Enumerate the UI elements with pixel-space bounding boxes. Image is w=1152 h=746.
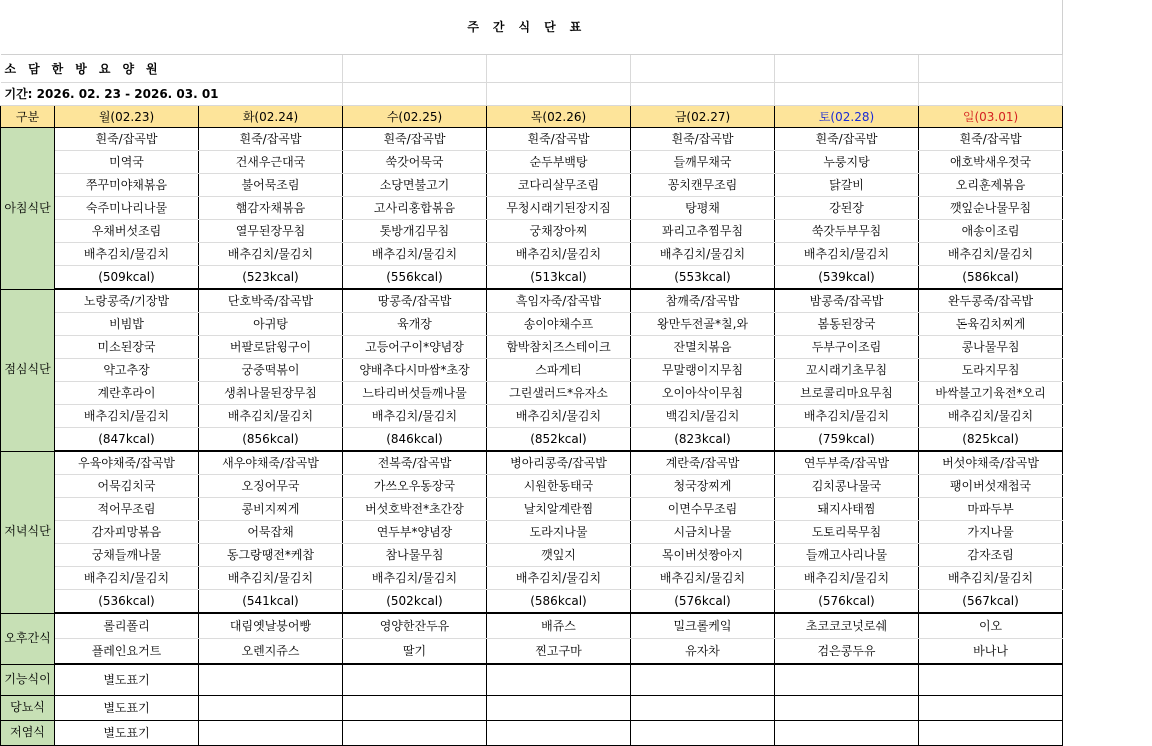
- menu-cell: (513kcal): [487, 266, 631, 290]
- menu-cell: 밤콩죽/잡곡밥: [775, 289, 919, 313]
- menu-cell: 병아리콩죽/잡곡밥: [487, 451, 631, 475]
- menu-cell: 애송이조림: [919, 220, 1063, 243]
- menu-cell: 적어무조림: [55, 498, 199, 521]
- menu-row: [1, 313, 1063, 336]
- menu-cell: 우채버섯조림: [55, 220, 199, 243]
- menu-row: [1, 336, 1063, 359]
- menu-cell: 봄동된장국: [775, 313, 919, 336]
- menu-cell: (586kcal): [487, 590, 631, 614]
- menu-row: [1, 289, 1063, 313]
- menu-cell: 브로콜리마요무침: [775, 382, 919, 405]
- empty-cell: [631, 720, 775, 745]
- empty-cell: [487, 720, 631, 745]
- special-diet-label: 기능식이: [1, 664, 55, 695]
- menu-cell: 깻잎순나물무침: [919, 197, 1063, 220]
- menu-cell: 검은콩두유: [775, 639, 919, 665]
- menu-row: [1, 128, 1063, 151]
- menu-cell: 롤리폴리: [55, 613, 199, 639]
- menu-cell: 왕만두전골*칠,와: [631, 313, 775, 336]
- empty-cell: [343, 720, 487, 745]
- menu-cell: 팽이버섯재첩국: [919, 475, 1063, 498]
- empty-cell: [631, 83, 775, 106]
- menu-cell: 오징어무국: [199, 475, 343, 498]
- empty-cell: [919, 720, 1063, 745]
- menu-cell: (847kcal): [55, 428, 199, 452]
- menu-cell: 우육야채죽/잡곡밥: [55, 451, 199, 475]
- empty-cell: [199, 695, 343, 720]
- menu-cell: (823kcal): [631, 428, 775, 452]
- menu-cell: 이면수무조림: [631, 498, 775, 521]
- menu-cell: 버팔로닭윙구이: [199, 336, 343, 359]
- menu-cell: 숙주미나리나물: [55, 197, 199, 220]
- menu-row: [1, 382, 1063, 405]
- menu-cell: 밀크롤케잌: [631, 613, 775, 639]
- menu-cell: 들깨고사리나물: [775, 544, 919, 567]
- menu-cell: 완두콩죽/잡곡밥: [919, 289, 1063, 313]
- menu-cell: 쭈꾸미야채볶음: [55, 174, 199, 197]
- menu-cell: 꽁치캔무조림: [631, 174, 775, 197]
- menu-cell: 콩비지찌게: [199, 498, 343, 521]
- menu-cell: 송이야채수프: [487, 313, 631, 336]
- empty-cell: [487, 55, 631, 83]
- menu-cell: 궁채들깨나물: [55, 544, 199, 567]
- menu-cell: 노랑콩죽/기장밥: [55, 289, 199, 313]
- menu-cell: 찐고구마: [487, 639, 631, 665]
- menu-cell: 고등어구이*양념장: [343, 336, 487, 359]
- menu-cell: 계란죽/잡곡밥: [631, 451, 775, 475]
- menu-cell: 배추김치/물김치: [919, 405, 1063, 428]
- menu-cell: 영양한잔두유: [343, 613, 487, 639]
- menu-cell: 단호박죽/잡곡밥: [199, 289, 343, 313]
- menu-cell: 배추김치/물김치: [487, 567, 631, 590]
- menu-cell: 동그랑땡전*케찹: [199, 544, 343, 567]
- menu-cell: 생취나물된장무침: [199, 382, 343, 405]
- menu-cell: 흰죽/잡곡밥: [631, 128, 775, 151]
- menu-cell: 코다리살무조림: [487, 174, 631, 197]
- menu-cell: 김치콩나물국: [775, 475, 919, 498]
- menu-cell: 궁채장아찌: [487, 220, 631, 243]
- menu-cell: (539kcal): [775, 266, 919, 290]
- menu-cell: 배추김치/물김치: [55, 243, 199, 266]
- special-diet-value: 별도표기: [55, 664, 199, 695]
- menu-cell: 미역국: [55, 151, 199, 174]
- menu-row: [1, 544, 1063, 567]
- menu-row: [1, 590, 1063, 614]
- menu-cell: (567kcal): [919, 590, 1063, 614]
- menu-cell: 바나나: [919, 639, 1063, 665]
- menu-cell: (502kcal): [343, 590, 487, 614]
- menu-cell: 배추김치/물김치: [775, 243, 919, 266]
- menu-cell: 흰죽/잡곡밥: [487, 128, 631, 151]
- menu-cell: 이오: [919, 613, 1063, 639]
- menu-cell: 날치알계란찜: [487, 498, 631, 521]
- menu-cell: 배추김치/물김치: [487, 243, 631, 266]
- menu-cell: (576kcal): [775, 590, 919, 614]
- menu-cell: 바싹불고기육전*오리: [919, 382, 1063, 405]
- menu-cell: (523kcal): [199, 266, 343, 290]
- menu-cell: 돈육김치찌게: [919, 313, 1063, 336]
- menu-row: [1, 567, 1063, 590]
- menu-row: [1, 266, 1063, 290]
- menu-cell: (509kcal): [55, 266, 199, 290]
- menu-cell: (825kcal): [919, 428, 1063, 452]
- special-diet-label: 당뇨식: [1, 695, 55, 720]
- menu-cell: 가지나물: [919, 521, 1063, 544]
- menu-row: [1, 498, 1063, 521]
- menu-cell: 강된장: [775, 197, 919, 220]
- menu-cell: 돼지사태찜: [775, 498, 919, 521]
- menu-cell: 오렌지쥬스: [199, 639, 343, 665]
- menu-cell: 무청시래기된장지짐: [487, 197, 631, 220]
- header-day-sat: 토(02.28): [775, 106, 919, 128]
- menu-cell: 배추김치/물김치: [343, 243, 487, 266]
- menu-row: [1, 220, 1063, 243]
- menu-cell: 참나물무침: [343, 544, 487, 567]
- header-day-mon: 월(02.23): [55, 106, 199, 128]
- menu-cell: 시금치나물: [631, 521, 775, 544]
- menu-cell: 시원한동태국: [487, 475, 631, 498]
- header-day-sun: 일(03.01): [919, 106, 1063, 128]
- menu-cell: 그린샐러드*유자소: [487, 382, 631, 405]
- menu-cell: 햄감자채볶음: [199, 197, 343, 220]
- empty-cell: [775, 695, 919, 720]
- menu-row: [1, 151, 1063, 174]
- menu-cell: 소당면불고기: [343, 174, 487, 197]
- section-label: 아침식단: [1, 128, 55, 290]
- menu-period: 기간: 2026. 02. 23 - 2026. 03. 01: [1, 83, 343, 106]
- menu-cell: 배추김치/물김치: [631, 567, 775, 590]
- empty-cell: [775, 664, 919, 695]
- menu-cell: 배추김치/물김치: [775, 405, 919, 428]
- menu-row: [1, 613, 1063, 639]
- header-day-thu: 목(02.26): [487, 106, 631, 128]
- menu-cell: 배쥬스: [487, 613, 631, 639]
- menu-cell: 육개장: [343, 313, 487, 336]
- menu-cell: 비빔밥: [55, 313, 199, 336]
- menu-cell: 감자조림: [919, 544, 1063, 567]
- menu-cell: 함박참치즈스테이크: [487, 336, 631, 359]
- menu-cell: 새우야채죽/잡곡밥: [199, 451, 343, 475]
- menu-cell: 양배추다시마쌈*초장: [343, 359, 487, 382]
- empty-cell: [487, 83, 631, 106]
- menu-cell: 배추김치/물김치: [487, 405, 631, 428]
- menu-cell: 닭갈비: [775, 174, 919, 197]
- empty-cell: [631, 664, 775, 695]
- section-label: 오후간식: [1, 613, 55, 664]
- menu-cell: 흰죽/잡곡밥: [55, 128, 199, 151]
- menu-cell: 궁중떡볶이: [199, 359, 343, 382]
- menu-cell: 가쓰오우동장국: [343, 475, 487, 498]
- menu-cell: 흰죽/잡곡밥: [919, 128, 1063, 151]
- menu-row: [1, 174, 1063, 197]
- menu-cell: 흰죽/잡곡밥: [343, 128, 487, 151]
- organization-name: 소담한방요양원: [1, 55, 343, 83]
- menu-cell: 콩나물무침: [919, 336, 1063, 359]
- menu-cell: 플레인요거트: [55, 639, 199, 665]
- menu-cell: 초코코코넛로쉐: [775, 613, 919, 639]
- special-diet-value: 별도표기: [55, 720, 199, 745]
- menu-cell: 쑥갓두부무침: [775, 220, 919, 243]
- menu-cell: 배추김치/물김치: [55, 567, 199, 590]
- special-diet-row: [1, 664, 1063, 695]
- menu-cell: 유자차: [631, 639, 775, 665]
- header-day-fri: 금(02.27): [631, 106, 775, 128]
- special-diet-row: [1, 720, 1063, 745]
- menu-cell: 쑥갓어묵국: [343, 151, 487, 174]
- empty-cell: [775, 83, 919, 106]
- menu-cell: (553kcal): [631, 266, 775, 290]
- menu-cell: 배추김치/물김치: [919, 567, 1063, 590]
- empty-cell: [343, 83, 487, 106]
- special-diet-value: 별도표기: [55, 695, 199, 720]
- menu-cell: (541kcal): [199, 590, 343, 614]
- menu-cell: 두부구이조림: [775, 336, 919, 359]
- special-diet-row: [1, 695, 1063, 720]
- menu-cell: 목이버섯짱아지: [631, 544, 775, 567]
- empty-cell: [919, 55, 1063, 83]
- menu-cell: 배추김치/물김치: [199, 405, 343, 428]
- menu-cell: 흰죽/잡곡밥: [199, 128, 343, 151]
- menu-cell: (856kcal): [199, 428, 343, 452]
- menu-cell: 들깨무채국: [631, 151, 775, 174]
- menu-row: [1, 639, 1063, 665]
- menu-cell: (759kcal): [775, 428, 919, 452]
- menu-cell: 버섯야채죽/잡곡밥: [919, 451, 1063, 475]
- empty-cell: [199, 720, 343, 745]
- menu-cell: 배추김치/물김치: [343, 405, 487, 428]
- menu-cell: 버섯호박전*초간장: [343, 498, 487, 521]
- menu-cell: 도라지무침: [919, 359, 1063, 382]
- menu-row: [1, 428, 1063, 452]
- empty-cell: [487, 695, 631, 720]
- menu-cell: 청국장찌게: [631, 475, 775, 498]
- menu-cell: 미소된장국: [55, 336, 199, 359]
- empty-cell: [199, 664, 343, 695]
- menu-cell: (586kcal): [919, 266, 1063, 290]
- section-label: 점심식단: [1, 289, 55, 451]
- menu-cell: 꼬시래기초무침: [775, 359, 919, 382]
- menu-row: [1, 451, 1063, 475]
- special-diet-label: 저염식: [1, 720, 55, 745]
- menu-cell: 어묵김치국: [55, 475, 199, 498]
- empty-cell: [775, 720, 919, 745]
- empty-cell: [343, 55, 487, 83]
- menu-cell: 배추김치/물김치: [199, 567, 343, 590]
- menu-row: [1, 359, 1063, 382]
- menu-row: [1, 405, 1063, 428]
- menu-cell: 흑임자죽/잡곡밥: [487, 289, 631, 313]
- menu-cell: 대림옛날붕어빵: [199, 613, 343, 639]
- menu-cell: 애호박새우젓국: [919, 151, 1063, 174]
- empty-cell: [487, 664, 631, 695]
- menu-cell: 약고추장: [55, 359, 199, 382]
- menu-cell: 감자피망볶음: [55, 521, 199, 544]
- menu-cell: 아귀탕: [199, 313, 343, 336]
- menu-cell: 순두부백탕: [487, 151, 631, 174]
- menu-cell: 탕평채: [631, 197, 775, 220]
- header-label: 구분: [1, 106, 55, 128]
- menu-row: [1, 197, 1063, 220]
- menu-cell: 잔멸치볶음: [631, 336, 775, 359]
- menu-cell: 연두부*양념장: [343, 521, 487, 544]
- menu-cell: 불어묵조림: [199, 174, 343, 197]
- menu-cell: 배추김치/물김치: [775, 567, 919, 590]
- header-day-wed: 수(02.25): [343, 106, 487, 128]
- menu-cell: 누룽지탕: [775, 151, 919, 174]
- menu-cell: 마파두부: [919, 498, 1063, 521]
- menu-row: [1, 475, 1063, 498]
- menu-cell: 땅콩죽/잡곡밥: [343, 289, 487, 313]
- menu-cell: 건새우근대국: [199, 151, 343, 174]
- menu-cell: (536kcal): [55, 590, 199, 614]
- menu-cell: (576kcal): [631, 590, 775, 614]
- empty-cell: [631, 55, 775, 83]
- menu-cell: 오이아삭이무침: [631, 382, 775, 405]
- menu-cell: 배추김치/물김치: [343, 567, 487, 590]
- empty-cell: [775, 55, 919, 83]
- menu-cell: 계란후라이: [55, 382, 199, 405]
- menu-cell: 배추김치/물김치: [199, 243, 343, 266]
- menu-cell: 톳방개김무침: [343, 220, 487, 243]
- header-day-tue: 화(02.24): [199, 106, 343, 128]
- empty-cell: [343, 695, 487, 720]
- menu-cell: (846kcal): [343, 428, 487, 452]
- menu-cell: 고사리홍합볶음: [343, 197, 487, 220]
- menu-cell: (852kcal): [487, 428, 631, 452]
- section-label: 저녁식단: [1, 451, 55, 613]
- menu-cell: 참깨죽/잡곡밥: [631, 289, 775, 313]
- menu-cell: 연두부죽/잡곡밥: [775, 451, 919, 475]
- empty-cell: [919, 83, 1063, 106]
- menu-cell: 느타리버섯들깨나물: [343, 382, 487, 405]
- menu-cell: 흰죽/잡곡밥: [775, 128, 919, 151]
- menu-cell: 오리훈제볶음: [919, 174, 1063, 197]
- menu-cell: 꽈리고추찜무침: [631, 220, 775, 243]
- menu-cell: 딸기: [343, 639, 487, 665]
- menu-row: [1, 243, 1063, 266]
- empty-cell: [343, 664, 487, 695]
- menu-cell: 백김치/물김치: [631, 405, 775, 428]
- empty-cell: [631, 695, 775, 720]
- menu-cell: 깻잎지: [487, 544, 631, 567]
- page-title: 주간식단표: [1, 0, 1063, 55]
- menu-cell: 스파게티: [487, 359, 631, 382]
- menu-cell: 전복죽/잡곡밥: [343, 451, 487, 475]
- menu-cell: 도토리묵무침: [775, 521, 919, 544]
- menu-cell: 어묵잡채: [199, 521, 343, 544]
- menu-cell: (556kcal): [343, 266, 487, 290]
- menu-cell: 열무된장무침: [199, 220, 343, 243]
- menu-cell: 무말랭이지무침: [631, 359, 775, 382]
- menu-cell: 배추김치/물김치: [919, 243, 1063, 266]
- menu-cell: 배추김치/물김치: [55, 405, 199, 428]
- menu-cell: 배추김치/물김치: [631, 243, 775, 266]
- menu-cell: 도라지나물: [487, 521, 631, 544]
- menu-row: [1, 521, 1063, 544]
- empty-cell: [919, 695, 1063, 720]
- empty-cell: [919, 664, 1063, 695]
- header-row: [1, 106, 1063, 128]
